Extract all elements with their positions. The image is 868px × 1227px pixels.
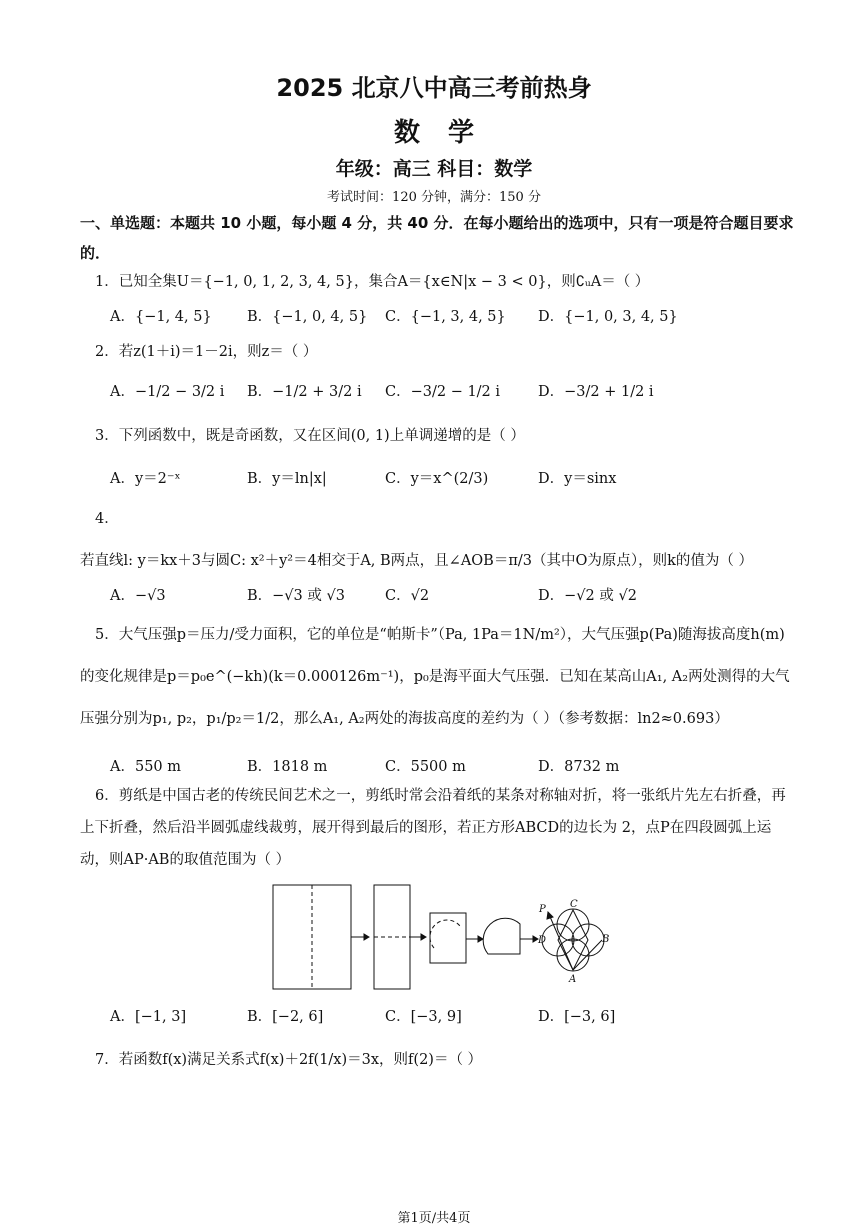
question-6 [80,780,790,876]
question-number: 2． [95,344,119,360]
grade-subject: 年级：高三 科目：数学 [335,158,533,180]
options-3 [110,467,810,491]
option-b: B．−√3 或 √3 [247,588,345,604]
option-d: D．−√2 或 √2 [538,588,637,604]
arrow-head-1 [364,934,369,940]
question-number: 6． [95,788,119,804]
question-stem: 剪纸是中国古老的传统民间艺术之一，剪纸时常会沿着纸的某条对称轴对折，将一张纸片先左右折叠，再上下折叠，然后沿半圆弧虚线裁剪，展开得到最后的图形，若正方形ABCD的边长为 2，点P在四段圆弧上运动，则AP·AB的取值范围为（ ） [80,788,786,868]
option-c: C．y＝x^(2/3) [385,471,489,487]
option-a: A．y＝2⁻ˣ [110,471,181,487]
question-4 [80,498,790,582]
option-c: C．−3/2 − 1/2 i [385,384,501,400]
exam-info: 考试时间：120 分钟，满分：150 分 [327,190,541,205]
label-b: B [602,934,610,945]
page-footer: 第1页/共4页 [397,1211,471,1226]
options-2 [110,380,810,404]
option-a: A．−√3 [110,588,166,604]
option-d: D．{−1, 0, 3, 4, 5} [538,309,678,325]
square-abcd [558,910,588,970]
label-c: C [570,899,578,910]
arrow-head-2 [421,934,426,940]
question-stem: 若z(1＋i)＝1－2i，则z＝（ ） [118,344,318,360]
question-1 [95,270,649,291]
question-number: 7． [95,1052,119,1068]
question-number: 3． [95,428,119,444]
question-number: 4． [95,511,119,527]
option-a: A．[−1, 3] [110,1009,187,1025]
cut-arc-dashed [430,920,460,948]
question-stem: 大气压强p＝压力/受力面积，它的单位是“帕斯卡”（Pa, 1Pa＝1N/m²），大气压强p(Pa)随海拔高度h(m)的变化规律是p＝p₀e^(−kh)(k＝0.000126m⁻¹)，p₀是海平面大气压强．已知在某高山A₁, A₂两处测得的大气压强分别为p₁, p₂，p₁/p₂＝1/2，那么A₁, A₂两处的海拔高度的差约为（ ）（参考数据：ln2≈0.693） [80,627,790,727]
label-a: A [569,974,577,985]
question-2 [95,340,317,361]
option-c: C．√2 [385,588,430,604]
section-heading: 一、单选题：本题共 10 小题，每小题 4 分，共 40 分．在每小题给出的选项中，只有一项是符合题目要求的． [80,214,794,262]
cut-shape [483,918,520,954]
options-5 [110,755,810,779]
options-6 [110,1005,810,1029]
paper-cutting-figure [268,882,608,994]
option-b: B．y＝ln|x| [247,471,327,487]
arrow-head-3 [478,936,483,942]
question-3 [95,424,525,445]
vector-ab [573,940,602,970]
label-d: D [538,935,547,946]
option-a: A．{−1, 4, 5} [110,309,212,325]
option-c: C．{−1, 3, 4, 5} [385,309,506,325]
option-a: A．−1/2 − 3/2 i [110,384,225,400]
option-c: C．5500 m [385,759,466,775]
option-b: B．1818 m [247,759,328,775]
option-a: A．550 m [110,759,182,775]
options-4 [110,584,810,608]
option-b: B．−1/2 + 3/2 i [247,384,362,400]
option-d: D．−3/2 + 1/2 i [538,384,654,400]
final-figure [542,909,604,971]
option-d: D．[−3, 6] [538,1009,616,1025]
option-d: D．8732 m [538,759,620,775]
option-b: B．[−2, 6] [247,1009,324,1025]
subject-title: 数学 [393,118,502,148]
question-stem: 已知全集U＝{−1, 0, 1, 2, 3, 4, 5}，集合A＝{x∈N|x − 3 < 0}，则∁ᵤA＝（ ） [118,274,650,290]
option-c: C．[−3, 9] [385,1009,462,1025]
option-b: B．{−1, 0, 4, 5} [247,309,368,325]
question-number: 1． [95,274,119,290]
exam-title: 2025 北京八中高三考前热身 [276,74,592,102]
question-stem: 若直线l: y＝kx＋3与圆C: x²＋y²＝4相交于A, B两点，且∠AOB＝π/3（其中O为原点），则k的值为（ ） [80,553,754,569]
question-7 [95,1048,482,1069]
question-5 [80,614,790,740]
question-stem: 下列函数中，既是奇函数，又在区间(0, 1)上单调递增的是（ ） [118,428,525,444]
label-p: P [539,904,546,915]
option-d: D．y＝sinx [538,471,617,487]
options-1 [110,305,810,329]
paper-sheet-quarter [430,913,466,963]
question-number: 5． [95,627,119,643]
question-stem: 若函数f(x)满足关系式f(x)＋2f(1/x)＝3x，则f(2)＝（ ） [118,1052,483,1068]
